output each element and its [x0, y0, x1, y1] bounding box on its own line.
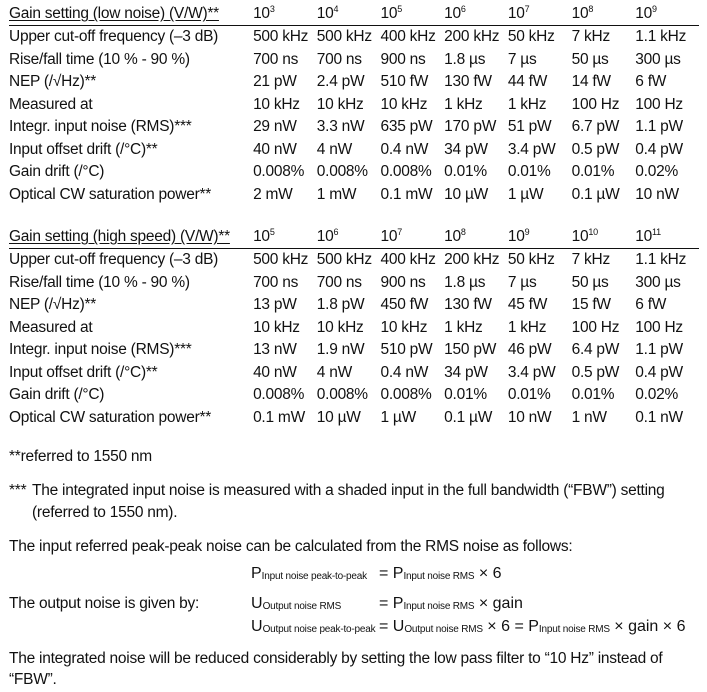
- spec-cell: 0.008%: [316, 386, 368, 403]
- spec-cell: 1.1 pW: [635, 341, 683, 358]
- gain-exponent: 6: [460, 3, 466, 14]
- spec-cell: 34 pW: [444, 140, 488, 158]
- spec-cell: 1.8 µs: [444, 50, 486, 68]
- spec-cell: 7 kHz: [571, 251, 610, 268]
- spec-cell: 21 pW: [253, 73, 297, 90]
- spec-cell: 10 µW: [316, 408, 361, 426]
- spec-row-label: Input offset drift (/°C)**: [9, 140, 158, 158]
- gain-value: $10^5$: [253, 226, 317, 249]
- spec-cell: 0.008%: [253, 163, 305, 180]
- spec-cell: 44 fW: [507, 73, 548, 90]
- footnote-text: The integrated input noise is measured with a shaded input in the full bandwidth (“FBW”) setting (referred to 1550 nm).: [32, 482, 665, 521]
- spec-cell: 300 µs: [635, 273, 681, 291]
- spec-cell: 0.008%: [380, 386, 432, 403]
- footnote-integrated-noise: [9, 480, 699, 524]
- spec-cell: 500 kHz: [253, 251, 309, 268]
- spec-cell: 0.1 mW: [380, 185, 433, 203]
- formula-subscript: Input noise RMS: [538, 624, 610, 635]
- spec-cell: 7 kHz: [571, 28, 610, 45]
- spec-cell: 1 kHz: [507, 95, 547, 113]
- gain-exponent: 8: [460, 226, 466, 237]
- formula-rhs: [379, 616, 685, 640]
- spec-cell: 10 kHz: [380, 95, 428, 113]
- formula-symbol: = U: [379, 618, 405, 635]
- formula-rhs: [379, 563, 502, 587]
- spec-cell: 900 ns: [380, 50, 426, 68]
- gain-value: $10^{11}$: [635, 226, 699, 249]
- gain-header-label: Gain setting (low noise) (V/W)**: [9, 3, 253, 26]
- spec-cell: 0.01%: [507, 386, 551, 403]
- footnote-referred-1550: **referred to 1550 nm: [9, 448, 152, 465]
- formula-symbol: = P: [379, 595, 404, 612]
- spec-cell: 4 nW: [316, 140, 352, 158]
- spec-row-label: NEP (/√Hz)**: [9, 73, 97, 90]
- gain-value: $10^4$: [317, 3, 381, 26]
- spec-cell: 0.4 pW: [635, 363, 683, 381]
- spec-cell: 3.4 pW: [507, 140, 556, 158]
- spec-cell: 4 nW: [316, 363, 352, 381]
- spec-cell: 700 ns: [316, 273, 362, 291]
- spec-cell: 0.02%: [635, 163, 678, 180]
- spec-table-low-noise: [9, 3, 699, 206]
- gain-value: $10^8$: [572, 3, 636, 26]
- gain-value: $10^6$: [317, 226, 381, 249]
- spec-cell: 0.01%: [507, 163, 551, 180]
- formula-symbol: × gain × 6: [609, 618, 686, 635]
- spec-row-label: Gain drift (/°C): [9, 163, 105, 180]
- spec-cell: 400 kHz: [380, 28, 436, 45]
- spec-cell: 0.01%: [571, 386, 615, 403]
- gain-exponent: 6: [333, 226, 339, 237]
- spec-cell: 700 ns: [316, 50, 362, 68]
- spec-cell: 0.1 µW: [444, 408, 493, 426]
- gain-header-label: Gain setting (high speed) (V/W)**: [9, 226, 253, 249]
- spec-cell: 500 kHz: [316, 28, 372, 45]
- gain-value: $10^8$: [444, 226, 508, 249]
- spec-cell: 10 µW: [444, 185, 489, 203]
- spec-cell: 1.9 nW: [316, 341, 365, 358]
- closing-note: The integrated noise will be reduced considerably by setting the low pass filter to “10 Hz” instead of “FBW”.: [9, 650, 663, 688]
- spec-cell: 170 pW: [444, 118, 497, 135]
- spec-cell: 2.4 pW: [316, 73, 365, 90]
- spec-cell: 100 Hz: [571, 318, 620, 336]
- spec-cell: 0.1 mW: [253, 408, 305, 426]
- spec-cell: 10 nW: [507, 408, 552, 426]
- spec-cell: 100 Hz: [635, 318, 683, 336]
- spec-cell: 10 kHz: [316, 318, 364, 336]
- gain-value: $10^6$: [444, 3, 508, 26]
- gain-exponent: 7: [397, 226, 402, 237]
- spec-cell: 700 ns: [253, 273, 299, 291]
- spec-cell: 150 pW: [444, 341, 497, 358]
- gain-value: $10^7$: [508, 3, 572, 26]
- spec-cell: 34 pW: [444, 363, 488, 381]
- spec-row-label: Integr. input noise (RMS)***: [9, 118, 192, 135]
- spec-cell: 1 nW: [571, 408, 607, 426]
- spec-cell: 29 nW: [253, 118, 297, 135]
- spec-cell: 15 fW: [571, 296, 611, 313]
- spec-cell: 1 µW: [380, 408, 416, 426]
- spec-cell: 51 pW: [507, 118, 552, 135]
- spec-cell: 14 fW: [571, 73, 611, 90]
- spec-cell: 10 kHz: [316, 95, 364, 113]
- spec-cell: 1 kHz: [444, 95, 483, 113]
- spec-cell: 0.4 pW: [635, 140, 683, 158]
- spec-cell: 0.008%: [380, 163, 432, 180]
- formula-symbol: P: [251, 565, 262, 582]
- formula-output-rms: [251, 593, 523, 617]
- spec-row-label: Gain drift (/°C): [9, 386, 105, 403]
- gain-exponent: 7: [524, 3, 530, 14]
- spec-row-label: Optical CW saturation power**: [9, 185, 212, 203]
- gain-value: $10^9$: [635, 3, 699, 26]
- spec-cell: 0.4 nW: [380, 363, 429, 381]
- spec-cell: 0.008%: [316, 163, 368, 180]
- spec-cell: 0.01%: [571, 163, 615, 180]
- spec-cell: 510 fW: [380, 73, 429, 90]
- output-noise-label: The output noise is given by:: [9, 595, 200, 612]
- formula-subscript: Input noise peak-to-peak: [261, 571, 367, 582]
- spec-cell: 700 ns: [253, 50, 299, 68]
- spec-cell: 7 µs: [507, 50, 537, 68]
- formula-subscript: Output noise RMS: [262, 601, 342, 612]
- spec-cell: 400 kHz: [380, 251, 436, 268]
- spec-row-label: NEP (/√Hz)**: [9, 296, 97, 313]
- spec-row: [9, 272, 699, 295]
- calc-intro-text: The input referred peak-peak noise can be calculated from the RMS noise as follows:: [9, 538, 573, 555]
- spec-row-label: Upper cut-off frequency (–3 dB): [9, 251, 219, 268]
- formula-symbol: × 6 = P: [482, 618, 539, 635]
- spec-cell: 6 fW: [635, 73, 667, 90]
- spec-cell: 900 ns: [380, 273, 426, 291]
- spec-cell: 100 Hz: [571, 95, 620, 113]
- gain-exponent: 4: [333, 3, 339, 14]
- spec-cell: 13 pW: [253, 296, 297, 313]
- gain-header-row: [9, 226, 699, 249]
- spec-row-label: Measured at: [9, 95, 93, 113]
- gain-exponent: 9: [652, 3, 657, 14]
- spec-cell: 50 kHz: [507, 251, 555, 268]
- spec-row: [9, 249, 699, 272]
- spec-cell: 10 kHz: [380, 318, 428, 336]
- spec-cell: 635 pW: [380, 118, 433, 135]
- gain-exponent: 11: [652, 226, 661, 237]
- spec-row-label: Rise/fall time (10 % - 90 %): [9, 50, 190, 68]
- spec-row-label: Optical CW saturation power**: [9, 408, 212, 426]
- spec-cell: 200 kHz: [444, 28, 500, 45]
- spec-cell: 1.8 pW: [316, 296, 365, 313]
- formula-output-peak-to-peak: [251, 616, 686, 640]
- spec-row-label: Rise/fall time (10 % - 90 %): [9, 273, 190, 291]
- formula-symbol: U: [251, 618, 263, 635]
- spec-cell: 130 fW: [444, 73, 492, 90]
- formula-symbol: × gain: [474, 595, 523, 612]
- spec-cell: 1 kHz: [444, 318, 483, 336]
- spec-row: [9, 94, 699, 117]
- spec-row-label: Input offset drift (/°C)**: [9, 363, 158, 381]
- spec-cell: 3.3 nW: [316, 118, 365, 135]
- spec-cell: 7 µs: [507, 273, 537, 291]
- spec-row: [9, 407, 699, 430]
- spec-row: [9, 116, 699, 139]
- gain-exponent: 5: [397, 3, 402, 14]
- spec-cell: 2 mW: [253, 185, 293, 203]
- spec-cell: 0.01%: [444, 163, 487, 180]
- spec-cell: 1.1 kHz: [635, 251, 687, 268]
- gain-exponent: 10: [588, 226, 598, 237]
- spec-cell: 50 µs: [571, 50, 609, 68]
- spec-cell: 1.1 pW: [635, 118, 683, 135]
- spec-cell: 0.1 nW: [635, 408, 683, 426]
- spec-cell: 1.8 µs: [444, 273, 486, 291]
- spec-row: [9, 339, 699, 362]
- spec-row: [9, 384, 699, 407]
- formula-rhs: [379, 593, 523, 617]
- spec-cell: 45 fW: [507, 296, 548, 313]
- spec-row: [9, 294, 699, 317]
- spec-cell: 450 fW: [380, 296, 429, 313]
- spec-row: [9, 49, 699, 72]
- gain-value: $10^7$: [380, 226, 444, 249]
- spec-cell: 0.5 pW: [571, 363, 620, 381]
- gain-value: $10^9$: [508, 226, 572, 249]
- formula-subscript: Input noise RMS: [403, 571, 475, 582]
- gain-exponent: 8: [588, 3, 594, 14]
- spec-row-label: Upper cut-off frequency (–3 dB): [9, 28, 219, 45]
- spec-cell: 46 pW: [507, 341, 552, 358]
- spec-cell: 500 kHz: [316, 251, 372, 268]
- spec-row: [9, 71, 699, 94]
- gain-value: $10^{10}$: [572, 226, 636, 249]
- formula-symbol: = P: [379, 565, 404, 582]
- spec-row: [9, 317, 699, 340]
- spec-cell: 0.4 nW: [380, 140, 429, 158]
- spec-cell: 10 kHz: [253, 318, 300, 336]
- formula-subscript: Output noise peak-to-peak: [262, 624, 376, 635]
- spec-cell: 6.7 pW: [571, 118, 620, 135]
- spec-cell: 1.1 kHz: [635, 28, 687, 45]
- gain-exponent: 3: [269, 3, 275, 14]
- spec-cell: 6 fW: [635, 296, 667, 313]
- spec-row: [9, 362, 699, 385]
- formula-symbol: U: [251, 595, 263, 612]
- footnote-mark: ***: [9, 482, 27, 499]
- spec-row: [9, 139, 699, 162]
- spec-cell: 50 µs: [571, 273, 609, 291]
- spec-cell: 0.01%: [444, 386, 487, 403]
- spec-cell: 0.1 µW: [571, 185, 620, 203]
- formula-subscript: Output noise RMS: [404, 624, 483, 635]
- spec-cell: 100 Hz: [635, 95, 683, 113]
- gain-header-row: [9, 3, 699, 26]
- spec-row: [9, 184, 699, 207]
- spec-table-high-speed: [9, 226, 699, 429]
- spec-cell: 1 mW: [316, 185, 357, 203]
- spec-cell: 50 kHz: [507, 28, 555, 45]
- spec-cell: 40 nW: [253, 363, 297, 381]
- formula-subscript: Input noise RMS: [403, 601, 475, 612]
- spec-row: [9, 26, 699, 49]
- spec-cell: 500 kHz: [253, 28, 309, 45]
- spec-cell: 10 nW: [635, 185, 679, 203]
- spec-cell: 13 nW: [253, 341, 297, 358]
- spec-cell: 0.008%: [253, 386, 305, 403]
- spec-cell: 200 kHz: [444, 251, 500, 268]
- spec-cell: 510 pW: [380, 341, 433, 358]
- spec-row-label: Measured at: [9, 318, 93, 336]
- spec-cell: 0.5 pW: [571, 140, 620, 158]
- spec-cell: 10 kHz: [253, 95, 300, 113]
- gain-exponent: 9: [524, 226, 530, 237]
- spec-cell: 1 kHz: [507, 318, 547, 336]
- spec-row: [9, 161, 699, 184]
- gain-value: $10^3$: [253, 3, 317, 26]
- spec-cell: 300 µs: [635, 50, 681, 68]
- formula-peak-to-peak-input: [251, 563, 502, 587]
- gain-value: $10^5$: [380, 3, 444, 26]
- spec-cell: 1 µW: [507, 185, 544, 203]
- spec-cell: 3.4 pW: [507, 363, 556, 381]
- spec-cell: 130 fW: [444, 296, 492, 313]
- gain-exponent: 5: [269, 226, 275, 237]
- spec-cell: 40 nW: [253, 140, 297, 158]
- formula-symbol: × 6: [474, 565, 502, 582]
- spec-cell: 6.4 pW: [571, 341, 620, 358]
- spec-row-label: Integr. input noise (RMS)***: [9, 341, 192, 358]
- spec-cell: 0.02%: [635, 386, 678, 403]
